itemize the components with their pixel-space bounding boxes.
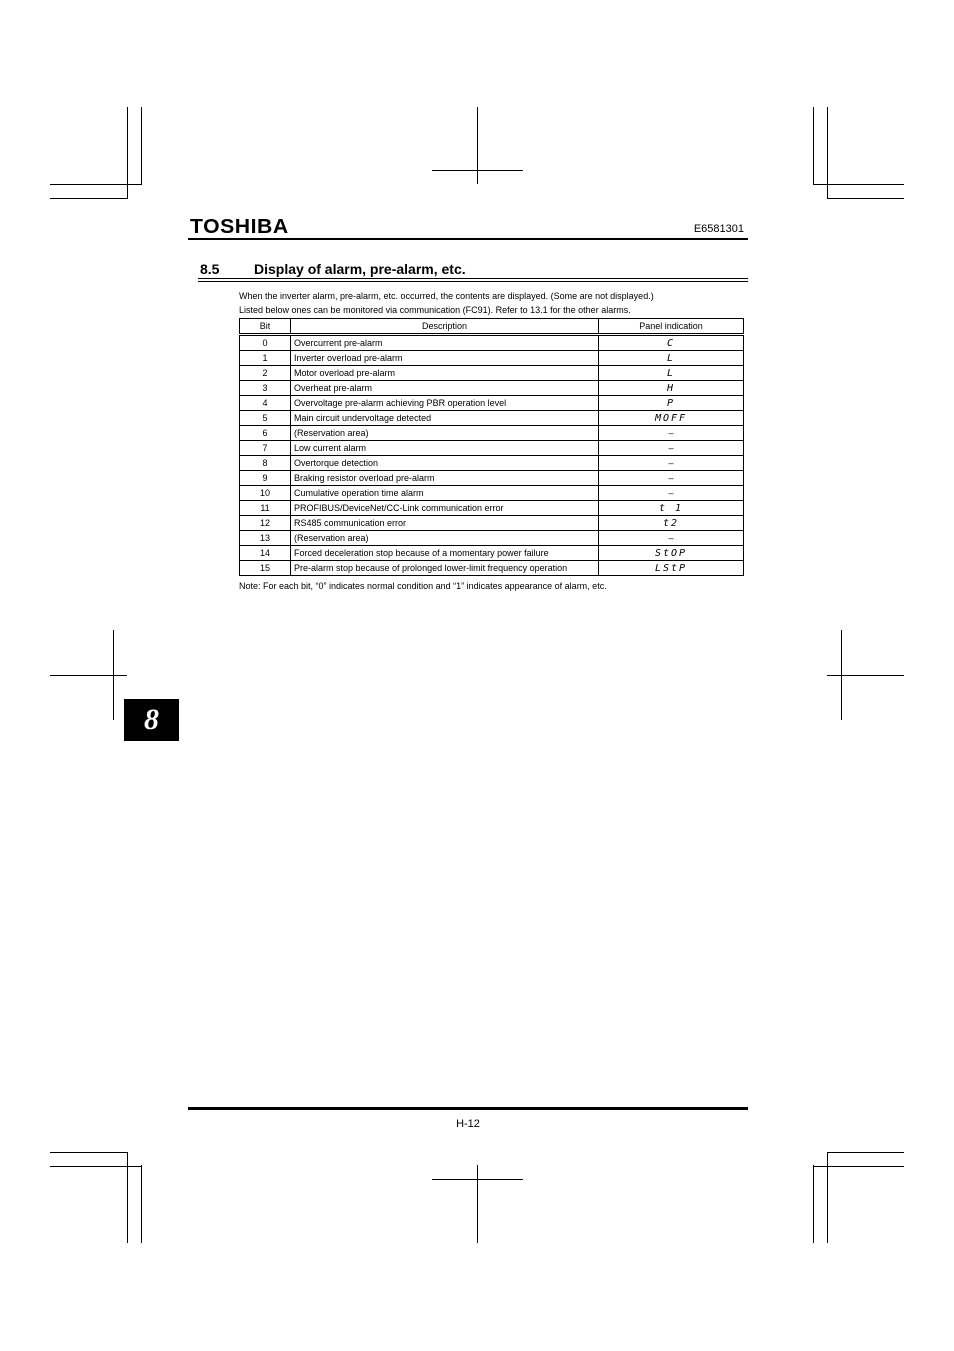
panel-indication: – — [668, 472, 674, 483]
panel-indication: StOP — [654, 547, 688, 559]
table-row — [240, 456, 744, 471]
bit-cell: 14 — [240, 546, 291, 561]
chapter-tab: 8 — [124, 699, 179, 741]
panel-indication-cell — [599, 366, 744, 381]
description-cell: PROFIBUS/DeviceNet/CC-Link communication error — [291, 501, 599, 516]
alarm-bit-table — [239, 318, 744, 576]
crop-mark — [432, 1179, 523, 1180]
panel-indication: – — [668, 457, 674, 468]
panel-indication: L — [666, 367, 676, 379]
panel-indication: C — [666, 337, 676, 349]
table-row — [240, 411, 744, 426]
table-row — [240, 561, 744, 576]
panel-indication-cell — [599, 456, 744, 471]
bit-cell: 4 — [240, 396, 291, 411]
table-row — [240, 471, 744, 486]
crop-mark — [477, 107, 478, 184]
bit-cell: 15 — [240, 561, 291, 576]
table-row — [240, 546, 744, 561]
crop-mark — [827, 198, 904, 199]
crop-mark — [50, 184, 141, 185]
crop-mark — [50, 198, 128, 199]
description-cell: Motor overload pre-alarm — [291, 366, 599, 381]
panel-indication-cell — [599, 561, 744, 576]
table-body — [240, 335, 744, 576]
panel-indication: – — [668, 487, 674, 498]
description-cell: Main circuit undervoltage detected — [291, 411, 599, 426]
panel-indication-cell — [599, 441, 744, 456]
bit-cell: 0 — [240, 335, 291, 351]
section-title: Display of alarm, pre-alarm, etc. — [254, 261, 466, 277]
bit-cell: 3 — [240, 381, 291, 396]
brand-logo: TOSHIBA — [190, 216, 289, 238]
column-header-description: Description — [291, 319, 599, 335]
panel-indication-cell — [599, 516, 744, 531]
bit-cell: 12 — [240, 516, 291, 531]
panel-indication: t2 — [662, 517, 680, 529]
bit-cell: 6 — [240, 426, 291, 441]
panel-indication: – — [668, 442, 674, 453]
description-cell: (Reservation area) — [291, 531, 599, 546]
panel-indication: L — [666, 352, 676, 364]
panel-indication: MOFF — [654, 412, 688, 424]
panel-indication-cell — [599, 531, 744, 546]
table-row — [240, 516, 744, 531]
crop-mark — [50, 1166, 141, 1167]
table-row — [240, 396, 744, 411]
description-cell: (Reservation area) — [291, 426, 599, 441]
bit-cell: 1 — [240, 351, 291, 366]
crop-mark — [50, 1152, 128, 1153]
crop-mark — [50, 675, 127, 676]
footer-rule — [188, 1107, 748, 1110]
table-row — [240, 441, 744, 456]
crop-mark — [813, 184, 904, 185]
table-row — [240, 351, 744, 366]
description-cell: Overvoltage pre-alarm achieving PBR operation level — [291, 396, 599, 411]
document-code: E6581301 — [693, 223, 744, 235]
panel-indication-cell — [599, 426, 744, 441]
description-cell: Overcurrent pre-alarm — [291, 335, 599, 351]
table-row — [240, 366, 744, 381]
panel-indication-cell — [599, 335, 744, 351]
section-rule — [198, 281, 748, 282]
panel-indication-cell — [599, 501, 744, 516]
description-cell: Overheat pre-alarm — [291, 381, 599, 396]
panel-indication: LStP — [654, 562, 688, 574]
bit-cell: 10 — [240, 486, 291, 501]
table-row — [240, 426, 744, 441]
description-cell: Pre-alarm stop because of prolonged lower-limit frequency operation — [291, 561, 599, 576]
table-row — [240, 381, 744, 396]
crop-mark — [141, 107, 142, 185]
table-row — [240, 501, 744, 516]
crop-mark — [813, 107, 814, 185]
description-cell: RS485 communication error — [291, 516, 599, 531]
panel-indication-cell — [599, 471, 744, 486]
table-note: Note: For each bit, “0” indicates normal condition and “1” indicates appearance of alarm, etc. — [239, 581, 607, 591]
panel-indication: – — [668, 427, 674, 438]
crop-mark — [432, 170, 523, 171]
bit-cell: 13 — [240, 531, 291, 546]
description-cell: Inverter overload pre-alarm — [291, 351, 599, 366]
section-heading — [200, 261, 466, 278]
panel-indication-cell — [599, 381, 744, 396]
section-rule — [198, 278, 748, 279]
table-row — [240, 486, 744, 501]
table-row — [240, 335, 744, 351]
bit-cell: 2 — [240, 366, 291, 381]
bit-cell: 7 — [240, 441, 291, 456]
crop-mark — [827, 675, 904, 676]
panel-indication-cell — [599, 546, 744, 561]
header-rule — [188, 238, 748, 240]
crop-mark — [141, 1165, 142, 1243]
bit-cell: 9 — [240, 471, 291, 486]
panel-indication: t 1 — [658, 502, 684, 514]
crop-mark — [827, 1152, 904, 1153]
panel-indication: P — [666, 397, 676, 409]
description-cell: Low current alarm — [291, 441, 599, 456]
table-header-row — [240, 319, 744, 335]
description-cell: Forced deceleration stop because of a momentary power failure — [291, 546, 599, 561]
bit-cell: 5 — [240, 411, 291, 426]
page-number: H-12 — [456, 1118, 480, 1130]
description-cell: Cumulative operation time alarm — [291, 486, 599, 501]
panel-indication-cell — [599, 351, 744, 366]
description-cell: Braking resistor overload pre-alarm — [291, 471, 599, 486]
intro-line: Listed below ones can be monitored via communication (FC91). Refer to 13.1 for the other alarms. — [239, 305, 631, 315]
table-row — [240, 531, 744, 546]
section-number: 8.5 — [200, 261, 220, 277]
crop-mark — [813, 1166, 904, 1167]
bit-cell: 11 — [240, 501, 291, 516]
panel-indication: H — [666, 382, 676, 394]
intro-line: When the inverter alarm, pre-alarm, etc. occurred, the contents are displayed. (Some are not displayed.) — [239, 291, 654, 301]
bit-cell: 8 — [240, 456, 291, 471]
crop-mark — [477, 1165, 478, 1243]
description-cell: Overtorque detection — [291, 456, 599, 471]
panel-indication-cell — [599, 486, 744, 501]
panel-indication: – — [668, 532, 674, 543]
panel-indication-cell — [599, 396, 744, 411]
crop-mark — [813, 1165, 814, 1243]
panel-indication-cell — [599, 411, 744, 426]
column-header-panel: Panel indication — [599, 319, 744, 335]
column-header-bit: Bit — [240, 319, 291, 335]
